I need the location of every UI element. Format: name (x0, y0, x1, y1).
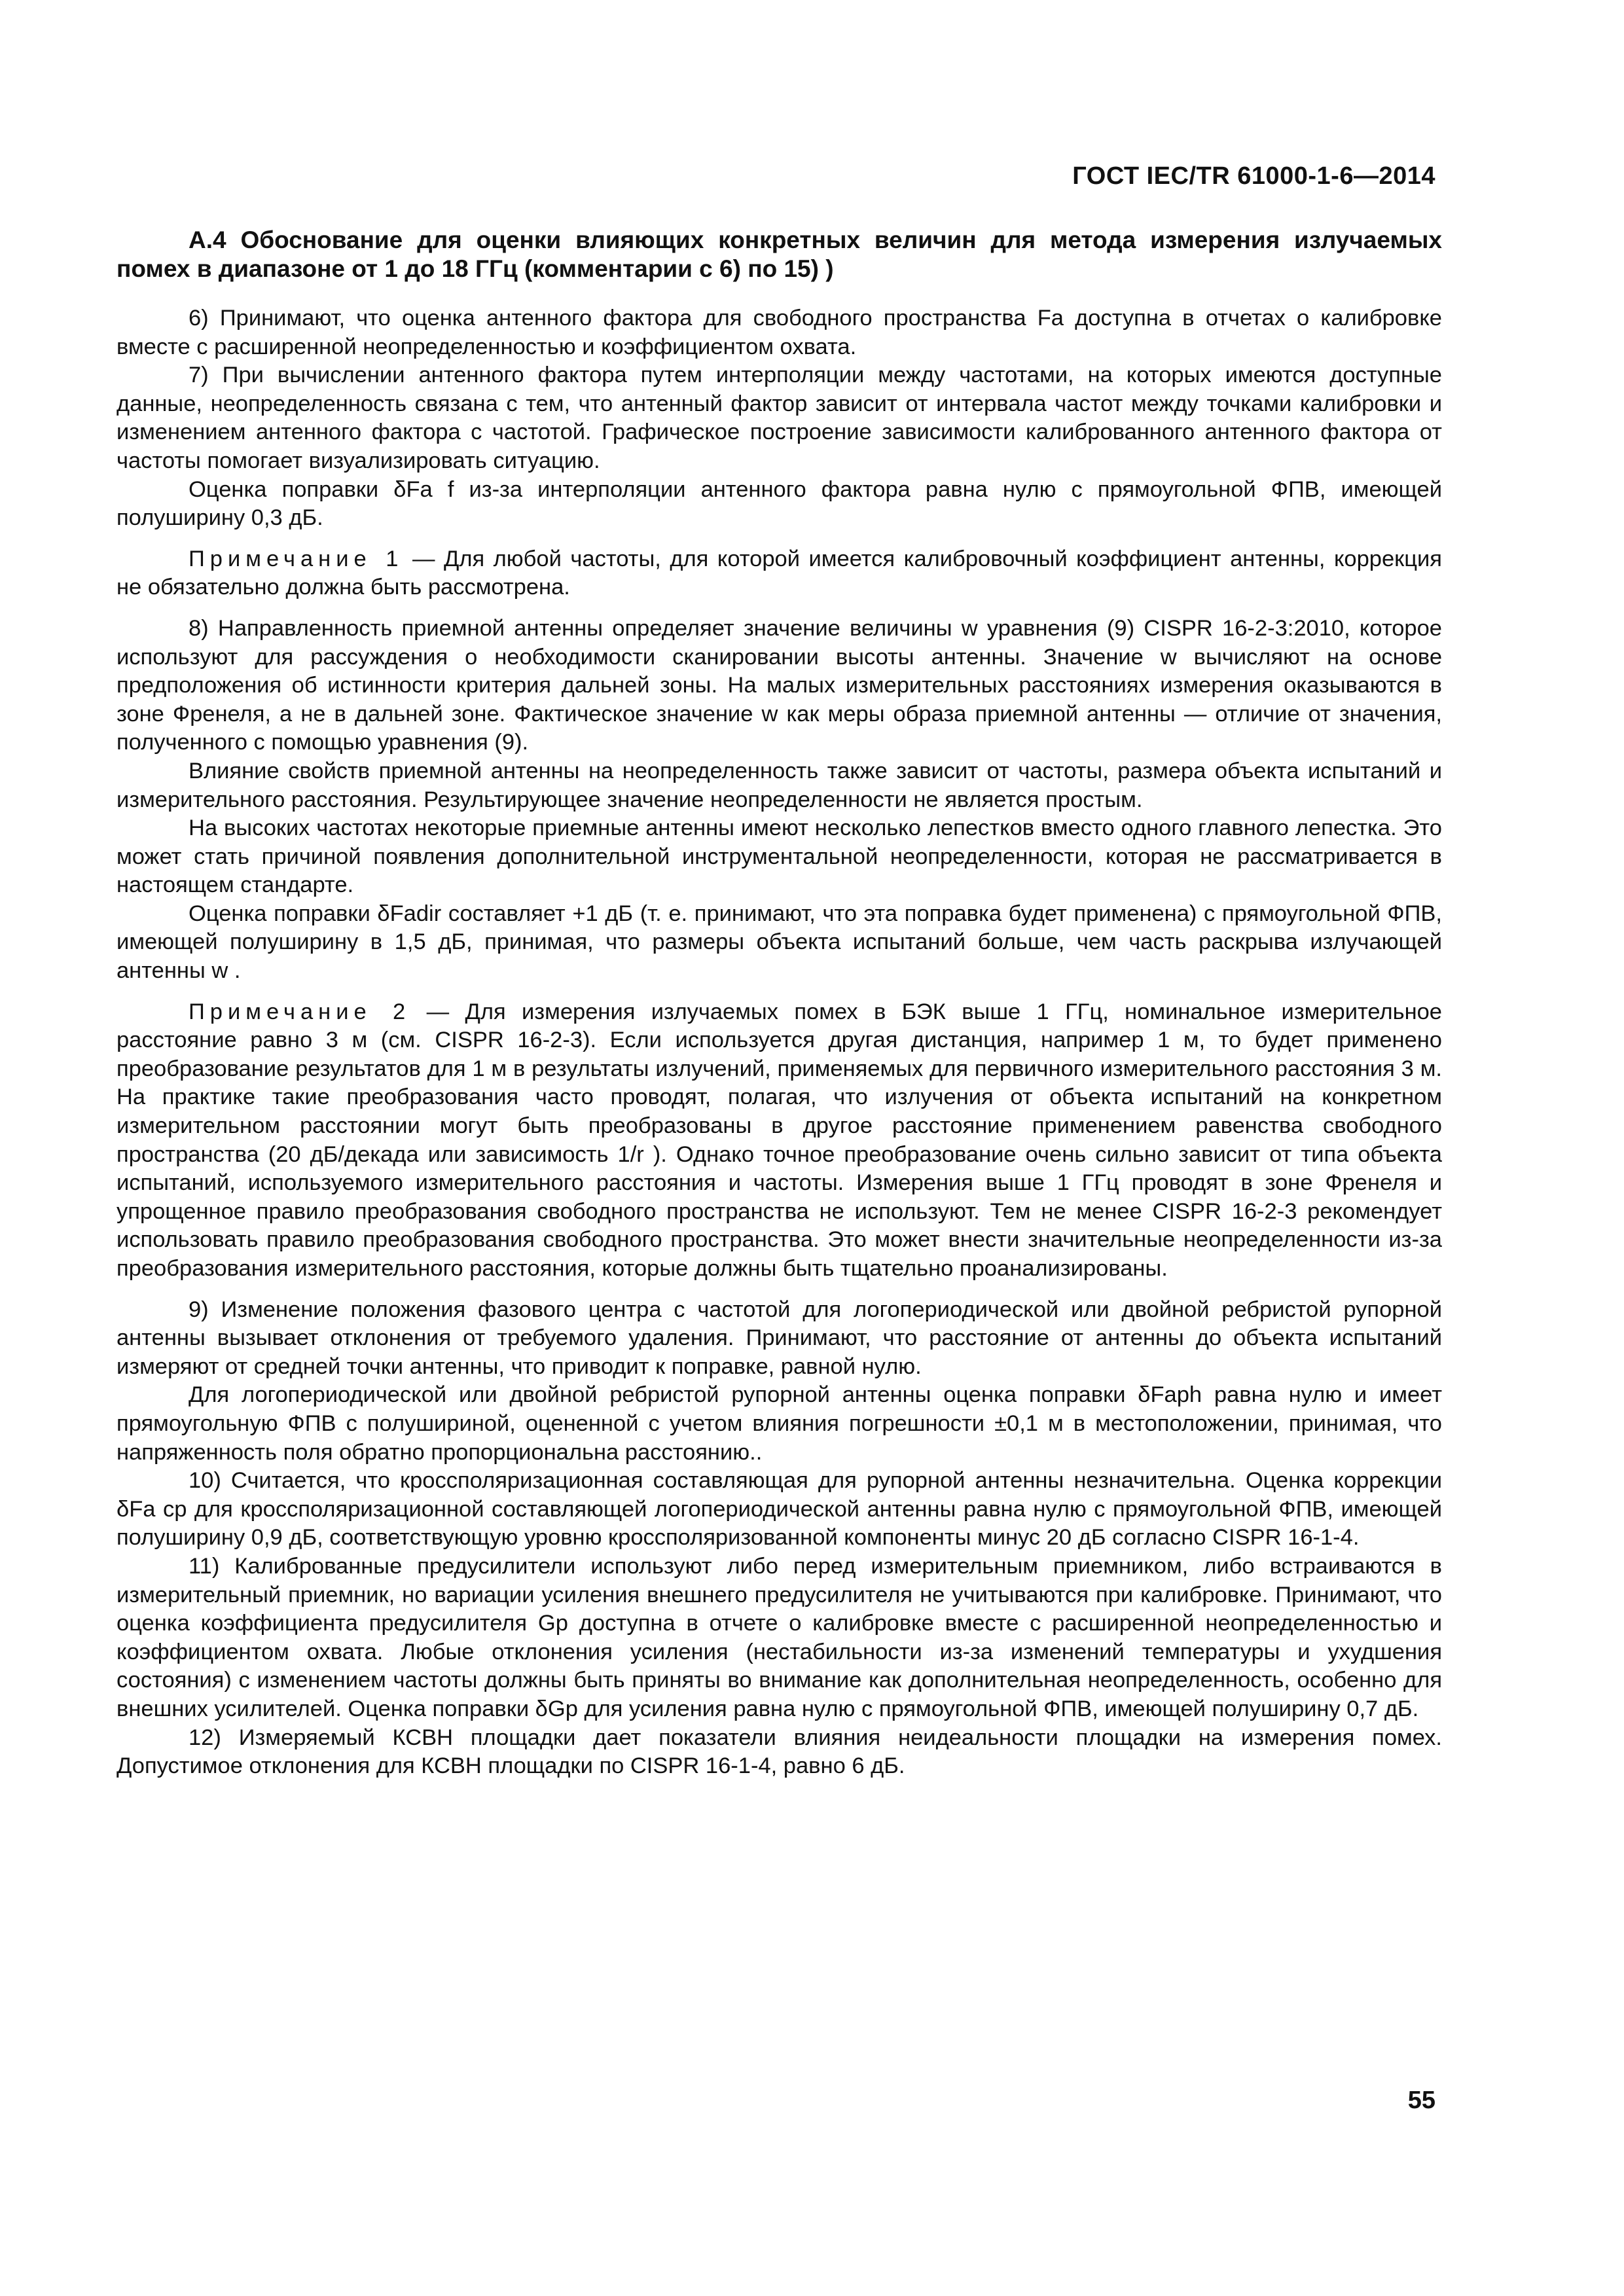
paragraph-12: 12) Измеряемый КСВН площадки дает показатели влияния неидеальности площадки на измерения помех. Допустимое отклонения для КСВН площадки по CISPR 16-1-4, равно 6 дБ. (117, 1725, 1442, 1779)
paragraph-7: 7) При вычислении антенного фактора путем интерполяции между частотами, на которых имеются доступные данные, неопределенность связана с тем, что антенный фактор зависит от интервала частот между точками калибровки и изменением антенного фактора с частотой. Графическое построение зависимости калиброванного антенного фактора от частоты помогает визуализировать ситуацию. (117, 363, 1442, 473)
paragraph-8-influence: Влияние свойств приемной антенны на неопределенность также зависит от частоты, размера объекта испытаний и измерительного расстояния. Результирующее значение неопределенности не является простым. (117, 758, 1442, 812)
page-number: 55 (1407, 2087, 1435, 2114)
paragraph-8-lobes: На высоких частотах некоторые приемные антенны имеют несколько лепестков вместо одного главного лепестка. Это может стать причиной появления дополнительной инструментальной неопределенности, которая не рассматривается в настоящем стандарте. (117, 816, 1442, 898)
paragraph-9-estimate: Для логопериодической или двойной ребристой рупорной антенны оценка поправки δFaph равна нулю и имеет прямоугольную ФПВ с полушириной, оцененной с учетом влияния погрешности ±0,1 м в местоположении, принимая, что напряженность поля обратно пропорциональна расстоянию.. (117, 1382, 1442, 1465)
note-1-text: — Для любой частоты, для которой имеется калибровочный коэффициент антенны, коррекция не обязательно должна быть рассмотрена. (117, 546, 1442, 600)
note-2-text: — Для измерения излучаемых помех в БЭК выше 1 ГГц, номинальное измерительное расстояние равно 3 м (см. CISPR 16-2-3). Если используется другая дистанция, например 1 м, то будет применено преобразование результатов для 1 м в результаты излучений, применяемых для первичного измерительного расстояния 3 м. На практике такие преобразования часто проводят, полагая, что излучения от объекта испытаний на конкретном измерительном расстоянии могут быть преобразованы в другое расстояние применением равенства свободного пространства (20 дБ/декада или зависимость 1/r ). Однако точное преобразование очень сильно зависит от типа объекта испытаний, используемого измерительного расстояния и частоты. Измерения выше 1 ГГц проводят в зоне Френеля и упрощенное правило преобразования свободного пространства не используют. Тем не менее CISPR 16-2-3 рекомендует использовать правило преобразования свободного пространства. Это может внести значительные неопределенности из-за преобразования измерительного расстояния, которые должны быть тщательно проанализированы. (117, 999, 1442, 1281)
note-1-label: Примечание 1 (189, 546, 404, 571)
paragraph-7-estimate: Оценка поправки δFa f из-за интерполяции антенного фактора равна нулю с прямоугольной ФПВ, имеющей полуширину 0,3 дБ. (117, 476, 1442, 531)
page-content (117, 226, 1442, 1781)
paragraph-10: 10) Считается, что кроссполяризационная составляющая для рупорной антенны незначительна. Оценка коррекции δFa cp для кроссполяризационной составляющей логопериодической антенны равна нулю с прямоугольной ФПВ, имеющей полуширину 0,9 дБ, соответствующую уровню кроссполяризованной компоненты минус 20 дБ согласно CISPR 16-1-4. (117, 1468, 1442, 1551)
paragraph-6: 6) Принимают, что оценка антенного фактора для свободного пространства Fa доступна в отчетах о калибровке вместе с расширенной неопределенностью и коэффициентом охвата. (117, 306, 1442, 359)
paragraph-8: 8) Направленность приемной антенны определяет значение величины w уравнения (9) CISPR 16-2-3:2010, которое используют для рассуждения о необходимости сканировании высоты антенны. Значение w вычисляют на основе предположения об истинности критерия дальней зоны. На малых измерительных расстояниях измерения оказываются в зоне Френеля, а не в дальней зоне. Фактическое значение w как меры образа приемной антенны — отличие от значения, полученного с помощью уравнения (9). (117, 615, 1442, 755)
paragraph-9: 9) Изменение положения фазового центра с частотой для логопериодической или двойной ребристой рупорной антенны вызывает отклонения от требуемого удаления. Принимают, что расстояние от антенны до объекта испытаний измеряют от средней точки антенны, что приводит к поправке, равной нулю. (117, 1297, 1442, 1379)
note-1 (117, 545, 1442, 602)
document-code-header: ГОСТ IEC/TR 61000-1-6—2014 (1072, 162, 1435, 190)
paragraph-8-estimate: Оценка поправки δFadir составляет +1 дБ (т. е. принимают, что эта поправка будет применена) с прямоугольной ФПВ, имеющей полуширину в 1,5 дБ, принимая, что размеры объекта испытаний больше, чем часть раскрыва излучающей антенны w . (117, 901, 1442, 984)
section-heading: А.4 Обоснование для оценки влияющих конкретных величин для метода измерения излучаемых помех в диапазоне от 1 до 18 ГГц (комментарии с 6) по 15) ) (117, 226, 1442, 282)
note-2 (117, 998, 1442, 1283)
note-2-label: Примечание 2 (189, 999, 411, 1024)
paragraph-11: 11) Калиброванные предусилители используют либо перед измерительным приемником, либо встраиваются в измерительный приемник, но вариации усиления внешнего предусилителя не учитываются при калибровке. Принимают, что оценка коэффициента предусилителя Gp доступна в отчете о калибровке вместе с расширенной неопределенностью и коэффициентом охвата. Любые отклонения усиления (нестабильности из-за изменений температуры и ухудшения состояния) с изменением частоты должны быть приняты во внимание как дополнительная неопределенность, особенно для внешних усилителей. Оценка поправки δGp для усиления равна нулю с прямоугольной ФПВ, имеющей полуширину 0,7 дБ. (117, 1553, 1442, 1721)
